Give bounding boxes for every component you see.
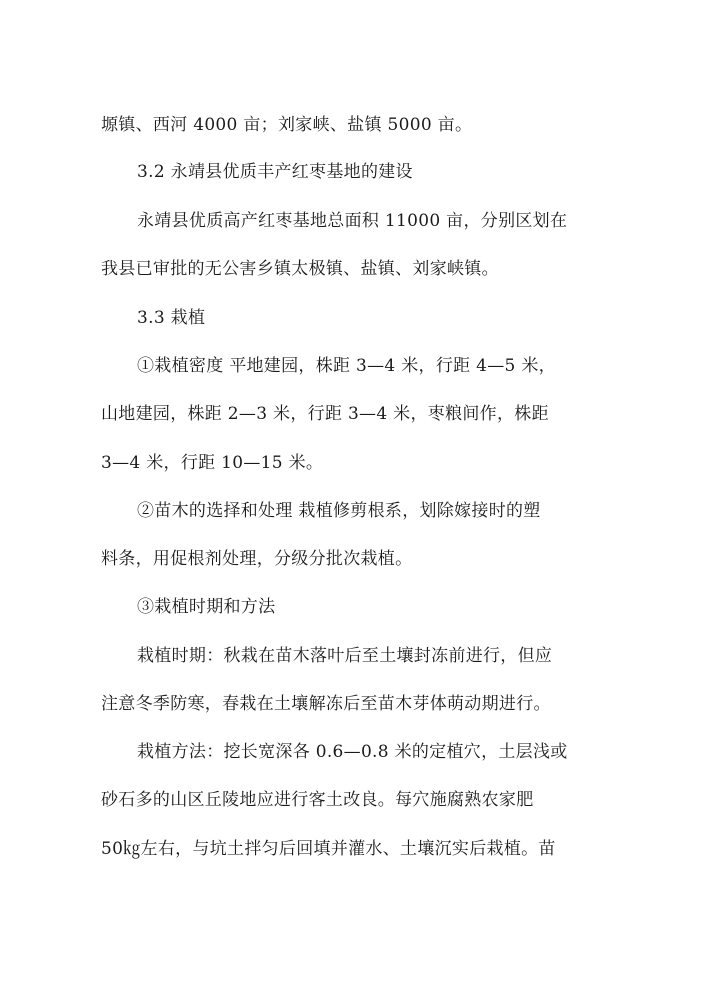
section-heading-3-2: 3.2 永靖县优质丰产红枣基地的建设 — [137, 162, 413, 182]
paragraph-line: 砂石多的山区丘陵地应进行客土改良。每穴施腐熟农家肥 — [101, 790, 534, 810]
paragraph-line: 山地建园，株距 2—3 米，行距 3—4 米，枣粮间作，株距 — [101, 404, 549, 424]
paragraph-line: 栽植方法：挖长宽深各 0.6—0.8 米的定植穴，土层浅或 — [137, 742, 568, 762]
item-planting-period: ③栽植时期和方法 — [137, 597, 276, 617]
paragraph-line: 我县已审批的无公害乡镇太极镇、盐镇、刘家峡镇。 — [101, 259, 499, 279]
item-seedling-selection: ②苗木的选择和处理 栽植修剪根系，划除嫁接时的塑 — [137, 501, 541, 521]
section-heading-3-3: 3.3 栽植 — [137, 308, 206, 328]
paragraph-line: 3—4 米，行距 10—15 米。 — [101, 453, 324, 473]
paragraph-line: 注意冬季防寒，春栽在土壤解冻后至苗木芽体萌动期进行。 — [101, 694, 551, 714]
paragraph-line: 栽植时期：秋栽在苗木落叶后至土壤封冻前进行，但应 — [137, 646, 553, 666]
paragraph-line: 料条，用促根剂处理，分级分批次栽植。 — [101, 549, 413, 569]
paragraph-line: 50㎏左右，与坑土拌匀后回填并灌水、土壤沉实后栽植。苗 — [101, 839, 556, 859]
item-planting-density: ①栽植密度 平地建园，株距 3—4 米，行距 4—5 米， — [137, 356, 556, 376]
paragraph-line: 永靖县优质高产红枣基地总面积 11000 亩，分别区划在 — [137, 211, 568, 231]
text-line-continuation: 塬镇、西河 4000 亩；刘家峡、盐镇 5000 亩。 — [101, 115, 473, 135]
